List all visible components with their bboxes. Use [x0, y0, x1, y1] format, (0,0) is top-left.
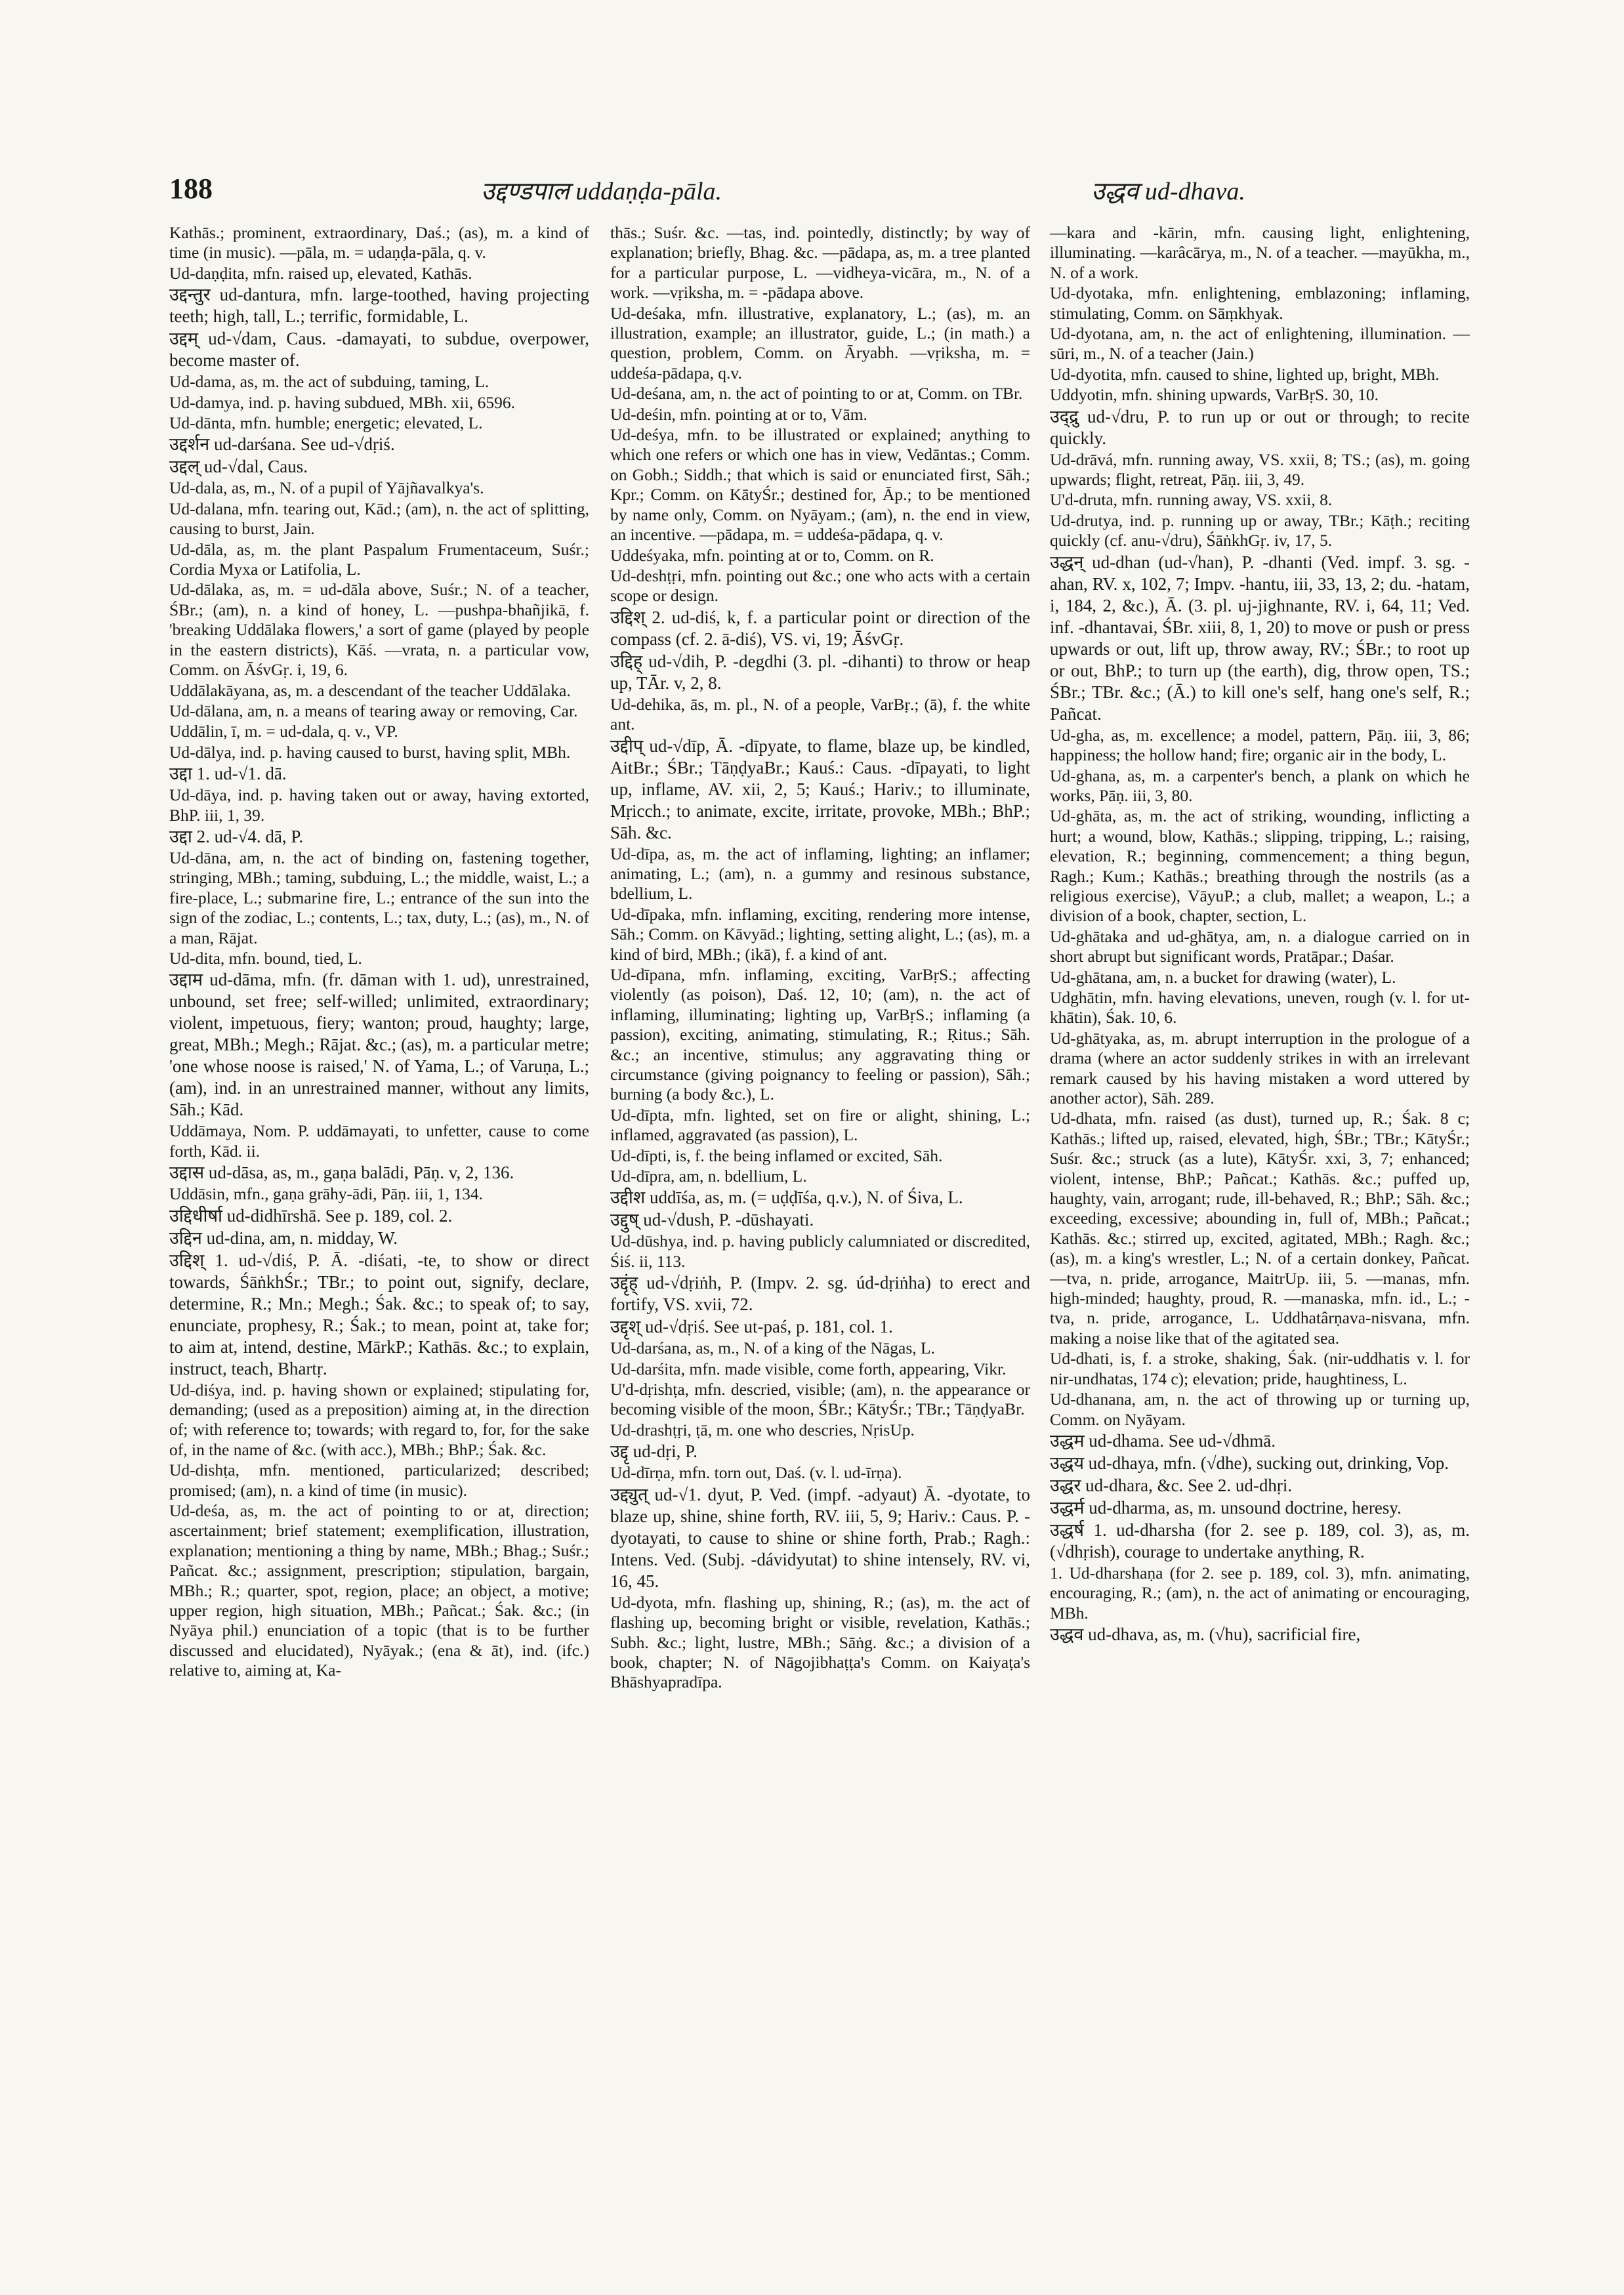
dictionary-entry: Ud-deshṭṛi, mfn. pointing out &c.; one who acts with a certain scope or design.	[610, 566, 1030, 606]
dictionary-entry: उद्धय ud-dhaya, mfn. (√dhe), sucking out, drinking, Vop.	[1050, 1453, 1449, 1473]
dictionary-entry: Uddāsin, mfn., gaṇa grāhy-ādi, Pāṇ. iii, 1, 134.	[169, 1184, 484, 1204]
dictionary-entry: Ud-dīpta, mfn. lighted, set on fire or alight, shining, L.; inflamed, aggravated (as passion), L.	[610, 1105, 1030, 1145]
dictionary-entry: Ud-ghāta, as, m. the act of striking, wounding, inflicting a hurt; a wound, blow, Kathās.; slipping, tripping, L.; raising, elevation, R.; beginning, commencement; a thing begun, Ragh.; Kum.; Kathās.; breathing through the nostrils (as a religious exercise), VāyuP.; a club, mallet; a weapon, L.; a division of a book, chapter, section, L.	[1050, 806, 1470, 926]
dictionary-entry: Ud-drāvá, mfn. running away, VS. xxii, 8; TS.; (as), m. going upwards; flight, retreat, Pāṇ. iii, 3, 49.	[1050, 449, 1470, 489]
dictionary-entry: उद्धर ud-dhara, &c. See 2. ud-dhṛi.	[1050, 1475, 1293, 1495]
dictionary-entry: Ud-dālana, am, n. a means of tearing away or removing, Car.	[169, 701, 578, 720]
dictionary-entry: —kara and -kārin, mfn. causing light, enlightening, illuminating. —karâcārya, m., N. of a teacher. —mayūkha, m., N. of a work.	[1050, 223, 1470, 282]
dictionary-entry: Ud-dhata, mfn. raised (as dust), turned up, R.; Śak. 8 c; Kathās.; lifted up, raised, elevated, high, ŚBr.; TBr.; KātyŚr.; Suśr. &c.; struck (as a lute), KātyŚr. xxi, 3, 7; enhanced; violent, intense, BhP.; Pañcat.; Kathās. &c.; puffed up, haughty, vain, arrogant; rude, ill-behaved, R.; BhP.; Sāh. &c.; exceeding, excessive; abounding in, full of, MBh.; Pañcat.; Kathās. &c.; stirred up, excited, agitated, MBh.; Ragh. &c.; (as), m. a king's wrestler, L.; N. of a certain donkey, Pañcat. —tva, n. pride, arrogance, MaitrUp. iii, 5. —manas, mfn. high-minded; haughty, proud, R. —manaska, mfn. id., L.; -tva, n. pride, arrogance, L. Uddhatârṇava-nisvana, mfn. making a noise like that of the agitated sea.	[1050, 1109, 1470, 1348]
dictionary-entry: Ud-dālya, ind. p. having caused to burst, having split, MBh.	[169, 742, 571, 762]
dictionary-entry: उद्धन् ud-dhan (ud-√han), P. -dhanti (Ved. impf. 3. sg. -ahan, RV. x, 102, 7; Impv. -hantu, iii, 33, 13, 2; du. -hatam, i, 184, 2, &c.), Ā. (3. pl. uj-jighnante, RV. i, 64, 11; Ved. inf. -dhantavai, ŚBr. xiii, 8, 1, 20) to move or push or press upwards or out, lift up, throw away, RV.; ŚBr.; to root up or out, BhP.; to turn up (the earth), dig, throw open, TS.; ŚBr.; TBr. &c.; (Ā.) to kill one's self, hang one's self, R.; Pañcat.	[1050, 552, 1470, 724]
page-number: 188	[169, 173, 213, 205]
dictionary-entry: Uddyotin, mfn. shining upwards, VarBṛS. 30, 10.	[1050, 385, 1379, 405]
dictionary-entry: उद्दुष् ud-√dush, P. -dūshayati.	[610, 1210, 814, 1230]
dictionary-entry: उद्दिह् ud-√dih, P. -degdhi (3. pl. -dihanti) to throw or heap up, TĀr. v, 2, 8.	[610, 651, 1030, 693]
dictionary-entry: Ud-dyota, mfn. flashing up, shining, R.; (as), m. the act of flashing up, becoming bright or visible, revelation, Kathās.; Subh. &c.; light, lustre, MBh.; Sāṅg. &c.; a division of a book, chapter; N. of Nāgojibhaṭṭa's Comm. on Kaiyaṭa's Bhāshyapradīpa.	[610, 1592, 1030, 1692]
dictionary-entry: उद्दिश् 1. ud-√diś, P. Ā. -diśati, -te, to show or direct towards, ŚāṅkhŚr.; TBr.; to point out, signify, declare, determine, R.; Mn.; Megh.; Śak. &c.; to speak of; to say, enunciate, prophesy, R.; Śak.; to mean, point at, take for; to aim at, intend, destine, MārkP.; Kathās. &c.; to explain, instruct, teach, Bhartṛ.	[169, 1250, 589, 1378]
dictionary-entry: Ud-dama, as, m. the act of subduing, taming, L.	[169, 372, 489, 392]
dictionary-entry: Ud-ghātaka and ud-ghātya, am, n. a dialogue carried on in short abrupt but significant words, Pratāpar.; Daśar.	[1050, 926, 1470, 966]
dictionary-entry: Uddālakāyana, as, m. a descendant of the teacher Uddālaka.	[169, 680, 571, 700]
dictionary-entry: Ud-dhanana, am, n. the act of throwing up or turning up, Comm. on Nyāyam.	[1050, 1390, 1470, 1429]
dictionary-entry: U'd-dṛishṭa, mfn. descried, visible; (am), n. the appearance or becoming visible of the moon, ŚBr.; KātyŚr.; TBr.; TāṇḍyaBr.	[610, 1380, 1030, 1419]
dictionary-entry: उद्दा 1. ud-√1. dā.	[169, 764, 287, 784]
dictionary-entry: Ud-drutya, ind. p. running up or away, TBr.; Kāṭh.; reciting quickly (cf. anu-√dru), ŚāṅkhGṛ. iv, 17, 5.	[1050, 510, 1470, 550]
dictionary-entry: Ud-dyotita, mfn. caused to shine, lighted up, bright, MBh.	[1050, 364, 1440, 384]
dictionary-entry: Ud-damya, ind. p. having subdued, MBh. xii, 6596.	[169, 392, 515, 412]
dictionary-entry: उद्धर्म ud-dharma, as, m. unsound doctrine, heresy.	[1050, 1497, 1402, 1518]
dictionary-entry: Ud-ghātyaka, as, m. abrupt interruption in the prologue of a drama (where an actor suddenly strikes in with an irrelevant remark caused by his having mistaken a word uttered by another actor), Sāh. 289.	[1050, 1028, 1470, 1107]
dictionary-entry: Uddāmaya, Nom. P. uddāmayati, to unfetter, cause to come forth, Kād. ii.	[169, 1121, 589, 1161]
dictionary-entry: उद्द्रु ud-√dru, P. to run up or out or through; to recite quickly.	[1050, 406, 1470, 448]
dictionary-entry: Ud-daṇḍita, mfn. raised up, elevated, Kathās.	[169, 263, 472, 283]
dictionary-entry: उद्दाम ud-dāma, mfn. (fr. dāman with 1. ud), unrestrained, unbound, set free; self-willed; unlimited, extraordinary; violent, impetuous, fiery; wanton; proud, haughty; large, great, MBh.; Megh.; Rājat. &c.; (as), m. a particular metre; 'one whose noose is raised,' N. of Yama, L.; of Varuṇa, L.; (am), ind. in an unrestrained manner, without any limits, Sāh.; Kād.	[169, 970, 589, 1120]
dictionary-entry: Ud-dhati, is, f. a stroke, shaking, Śak. (nir-uddhatis v. l. for nir-undhatas, 174 c); elevation; pride, haughtiness, L.	[1050, 1349, 1470, 1388]
dictionary-entry: Ud-ghātana, am, n. a bucket for drawing (water), L.	[1050, 967, 1396, 987]
dictionary-entry: उद्धव ud-dhava, as, m. (√hu), sacrificial fire,	[1050, 1624, 1361, 1645]
dictionary-entry: Uddālin, ī, m. = ud-dala, q. v., VP.	[169, 722, 398, 741]
dictionary-entry: U'd-druta, mfn. running away, VS. xxii, 8.	[1050, 490, 1333, 510]
dictionary-entry: Ud-dāya, ind. p. having taken out or away, having extorted, BhP. iii, 1, 39.	[169, 785, 589, 825]
dictionary-entry: उद्दास ud-dāsa, as, m., gaṇa balādi, Pāṇ. v, 2, 136.	[169, 1163, 514, 1183]
dictionary-entry: Ud-dīpti, is, f. the being inflamed or excited, Sāh.	[610, 1146, 943, 1165]
dictionary-entry: Ud-deśana, am, n. the act of pointing to or at, Comm. on TBr.	[610, 384, 1023, 403]
dictionary-entry: उद्दिधीर्षा ud-didhīrshā. See p. 189, col. 2.	[169, 1205, 453, 1226]
dictionary-entry: Ud-dīpana, mfn. inflaming, exciting, VarBṛS.; affecting violently (as poison), Daś. 12, 10; (am), n. the act of inflaming, illuminating; lighting up, VarBṛS.; inflaming (a passion), exciting, animating, stimulating, R.; Ṛitus.; Sāh. &c.; an incentive, stimulus; any aggravating thing or circumstance (giving poignancy to feeling or passion), Sāh.; burning (a body &c.), L.	[610, 964, 1030, 1104]
dictionary-entry: Ud-dīrṇa, mfn. torn out, Daś. (v. l. ud-īrṇa).	[610, 1463, 902, 1483]
dictionary-entry: Kathās.; prominent, extraordinary, Daś.; (as), m. a kind of time (in music). —pāla, m. = udaṇḍa-pāla, q. v.	[169, 223, 589, 262]
dictionary-entry: उद्दीश uddīśa, as, m. (= uḍḍīśa, q.v.), N. of Śiva, L.	[610, 1188, 963, 1208]
dictionary-entry: Ud-dyotaka, mfn. enlightening, emblazoning; inflaming, stimulating, Comm. on Sāṃkhyak.	[1050, 283, 1470, 323]
dictionary-entry: Ud-darśita, mfn. made visible, come forth, appearing, Vikr.	[610, 1359, 1007, 1378]
dictionary-entry: Ud-dishṭa, mfn. mentioned, particularized; described; promised; (am), n. a kind of time (in music).	[169, 1460, 589, 1500]
dictionary-entry: Ud-dalana, mfn. tearing out, Kād.; (am), n. the act of splitting, causing to burst, Jain.	[169, 499, 589, 539]
dictionary-entry: Ud-deśin, mfn. pointing at or to, Vām.	[610, 404, 867, 424]
dictionary-entry: Ud-dala, as, m., N. of a pupil of Yājñavalkya's.	[169, 478, 484, 498]
dictionary-entry: Ud-dīpra, am, n. bdellium, L.	[610, 1167, 807, 1186]
dictionary-entry: उद्दिश् 2. ud-diś, k, f. a particular point or direction of the compass (cf. 2. ā-diś), VS. vi, 19; ĀśvGṛ.	[610, 607, 1030, 649]
dictionary-entry: Ud-dālaka, as, m. = ud-dāla above, Suśr.; N. of a teacher, ŚBr.; (am), n. a kind of honey, L. —pushpa-bhañjikā, f. 'breaking Uddālaka flowers,' a sort of game (played by people in the eastern districts), Kāś. —vrata, n. a particular vow, Comm. on ĀśvGṛ. i, 19, 6.	[169, 580, 589, 680]
dictionary-entry: Ud-dūshya, ind. p. having publicly calumniated or discredited, Śiś. ii, 113.	[610, 1231, 1030, 1271]
dictionary-entry: Ud-gha, as, m. excellence; a model, pattern, Pāṇ. iii, 3, 86; happiness; the hollow hand; fire; organic air in the body, L.	[1050, 725, 1470, 765]
dictionary-entry: उद्दृश् ud-√dṛiś. See ut-paś, p. 181, col. 1.	[610, 1317, 893, 1337]
dictionary-entry: Uddeśyaka, mfn. pointing at or to, Comm. on R.	[610, 545, 934, 565]
dictionary-entry: उद्दम् ud-√dam, Caus. -damayati, to subdue, overpower, become master of.	[169, 329, 589, 371]
dictionary-entry: उद्दिन ud-dina, am, n. midday, W.	[169, 1228, 398, 1248]
column-2	[610, 223, 1030, 2204]
dictionary-entry: उद्दा 2. ud-√4. dā, P.	[169, 826, 304, 846]
dictionary-entry: Ud-deśa, as, m. the act of pointing to or at, direction; ascertainment; brief statement; exemplification, illustration, explanation; mentioning a thing by name, MBh.; Bhag.; Suśr.; Pañcat. &c.; assignment, prescription; stipulation, bargain, MBh.; R.; quarter, spot, region, place; an object, a motive; upper region, high situation, MBh.; Pañcat.; Śak. &c.; (in Nyāya phil.) enunciation of a topic (that is to be further discussed and elucidated), Nyāyak.; (ena & āt), ind. (ifc.) relative to, aiming at, Ka-	[169, 1501, 589, 1680]
dictionary-entry: Ud-dānta, mfn. humble; energetic; elevated, L.	[169, 413, 483, 433]
dictionary-entry: Ud-dīpaka, mfn. inflaming, exciting, rendering more intense, Sāh.; Comm. on Kāvyād.; lighting, setting alight, L.; (as), m. a kind of bird, MBh.; (ikā), f. a kind of ant.	[610, 904, 1030, 964]
left-guide-word: उद्दण्डपाल uddaṇḍa-pāla.	[481, 178, 722, 205]
dictionary-entry: उद्धर्ष 1. ud-dharsha (for 2. see p. 189, col. 3), as, m. (√dhṛish), courage to undertake anything, R.	[1050, 1520, 1470, 1561]
dictionary-entry: उद्दल् ud-√dal, Caus.	[169, 457, 308, 477]
dictionary-entry: उद्दर्शन ud-darśana. See ud-√dṛiś.	[169, 434, 395, 455]
dictionary-entry: Udghātin, mfn. having elevations, uneven, rough (v. l. for ut-khātin), Śak. 10, 6.	[1050, 987, 1470, 1027]
dictionary-entry: उद्द्युत् ud-√1. dyut, P. Ved. (impf. -adyaut) Ā. -dyotate, to blaze up, shine, shine forth, RV. iii, 5, 9; Hariv.: Caus. P. -dyotayati, to cause to shine or shine forth, Prab.; Ragh.: Intens. Ved. (Subj. -dávidyutat) to shine intensely, RV. vi, 16, 45.	[610, 1484, 1030, 1591]
column-3	[1050, 223, 1470, 2204]
dictionary-entry: Ud-dīpa, as, m. the act of inflaming, lighting; an inflamer; animating, L.; (am), n. a gummy and resinous substance, bdellium, L.	[610, 844, 1030, 903]
dictionary-entry: thās.; Suśr. &c. —tas, ind. pointedly, distinctly; by way of explanation; briefly, Bhag. &c. —pādapa, as, m. a tree planted for a particular purpose, L. —vidheya-vicāra, m., N. of a work. —vṛiksha, m. = -pādapa above.	[610, 223, 1030, 302]
dictionary-entry: Ud-deśya, mfn. to be illustrated or explained; anything to which one refers or which one has in view, Vedāntas.; Comm. on Gobh.; Siddh.; that which is said or enunciated first, Sāh.; Kpr.; Comm. on KātyŚr.; destined for, Āp.; to be mentioned by name only, Comm. on Nyāyam.; (am), n. the end in view, an incentive. —pādapa, m. = uddeśa-pādapa, q. v.	[610, 425, 1030, 545]
dictionary-entry: 1. Ud-dharshaṇa (for 2. see p. 189, col. 3), mfn. animating, encouraging, R.; (am), n. the act of animating or encouraging, MBh.	[1050, 1563, 1470, 1623]
dictionary-entry: Ud-dāna, am, n. the act of binding on, fastening together, stringing, MBh.; taming, subduing, L.; the middle, waist, L.; a fire-place, L.; submarine fire, L.; entrance of the sun into the sign of the zodiac, L.; contents, L.; tax, duty, L.; (as), m., N. of a man, Rājat.	[169, 848, 589, 947]
right-guide-word: उद्धव ud-dhava.	[1091, 178, 1245, 205]
dictionary-entry: Ud-diśya, ind. p. having shown or explained; stipulating for, demanding; (used as a preposition) aiming at, in the direction of; with reference to; towards; with regard to, for, for the sake of, in the name of &c. (with acc.), MBh.; BhP.; Śak. &c.	[169, 1380, 589, 1459]
dictionary-entry: Ud-dita, mfn. bound, tied, L.	[169, 948, 362, 968]
dictionary-entry: Ud-ghana, as, m. a carpenter's bench, a plank on which he works, Pāṇ. iii, 3, 80.	[1050, 766, 1470, 805]
dictionary-entry: Ud-drashṭṛi, ṭā, m. one who descries, NṛisUp.	[610, 1420, 915, 1439]
dictionary-entry: Ud-dyotana, am, n. the act of enlightening, illumination. —sūri, m., N. of a teacher (Jain.)	[1050, 324, 1470, 363]
dictionary-entry: उद्दृ ud-dṛi, P.	[610, 1441, 697, 1462]
column-1	[169, 223, 589, 2204]
dictionary-entry: Ud-darśana, as, m., N. of a king of the Nāgas, L.	[610, 1338, 935, 1358]
dictionary-entry: Ud-dāla, as, m. the plant Paspalum Frumentaceum, Suśr.; Cordia Myxa or Latifolia, L.	[169, 539, 589, 579]
dictionary-entry: उद्धम ud-dhama. See ud-√dhmā.	[1050, 1430, 1276, 1451]
dictionary-entry: उद्दृंह् ud-√dṛiṅh, P. (Impv. 2. sg. úd-dṛiṅha) to erect and fortify, VS. xvii, 72.	[610, 1273, 1030, 1315]
dictionary-entry: उद्दीप् ud-√dīp, Ā. -dīpyate, to flame, blaze up, be kindled, AitBr.; ŚBr.; TāṇḍyaBr.; Kauś.: Caus. -dīpayati, to light up, inflame, AV. xii, 2, 5; Kauś.; Hariv.; to illuminate, Mṛicch.; to animate, excite, irritate, provoke, MBh.; BhP.; Sāh. &c.	[610, 735, 1030, 842]
dictionary-entry: Ud-dehika, ās, m. pl., N. of a people, VarBṛ.; (ā), f. the white ant.	[610, 694, 1030, 734]
dictionary-entry: Ud-deśaka, mfn. illustrative, explanatory, L.; (as), m. an illustration, example; an illustrator, guide, L.; (in math.) a question, problem, Comm. on Āryabh. —vṛiksha, m. = uddeśa-pādapa, q.v.	[610, 303, 1030, 382]
dictionary-entry: उद्दन्तुर ud-dantura, mfn. large-toothed, having projecting teeth; high, tall, L.; terrific, formidable, L.	[169, 285, 589, 327]
page-header	[169, 172, 1455, 211]
